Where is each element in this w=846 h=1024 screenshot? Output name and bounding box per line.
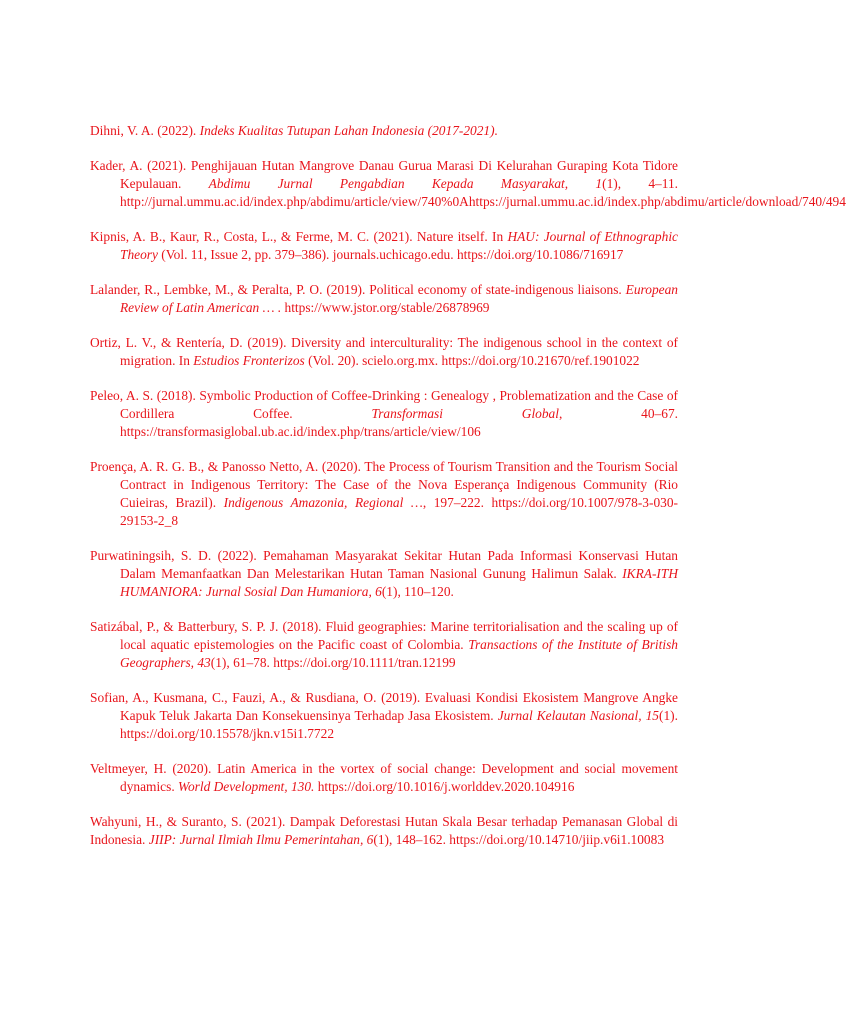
reference-entry bbox=[90, 228, 678, 264]
reference-entry bbox=[90, 334, 678, 370]
reference-details: (1). https://doi.org/10.15578/jkn.v15i1.7722 bbox=[120, 708, 678, 741]
reference-source: IKRA-ITH HUMANIORA: Jurnal Sosial Dan Humaniora, 6 bbox=[120, 566, 678, 599]
reference-entry bbox=[90, 157, 846, 211]
reference-source: Abdimu Jurnal Pengabdian Kepada Masyarakat, 1 bbox=[208, 176, 603, 191]
reference-details: (Vol. 11, Issue 2, pp. 379–386). journals.uchicago.edu. https://doi.org/10.1086/716917 bbox=[157, 247, 624, 262]
reference-entry bbox=[90, 689, 678, 743]
reference-details: https://doi.org/10.1016/j.worlddev.2020.104916 bbox=[314, 779, 575, 794]
reference-details: , 197–222. https://doi.org/10.1007/978-3-030-29153-2_8 bbox=[120, 495, 679, 528]
reference-details: (1), 61–78. https://doi.org/10.1111/tran.12199 bbox=[210, 655, 456, 670]
reference-source: World Development, 130. bbox=[178, 779, 315, 794]
reference-entry bbox=[90, 547, 678, 601]
reference-source: HAU: Journal of Ethnographic Theory bbox=[120, 229, 678, 262]
reference-text: Wahyuni, H., & Suranto, S. (2021). Dampak Deforestasi Hutan Skala Besar terhadap Pemanasan Global di Indonesia. bbox=[90, 814, 678, 847]
reference-source: Transactions of the Institute of British Geographers, 43 bbox=[120, 637, 678, 670]
reference-source: Indigenous Amazonia, Regional … bbox=[223, 495, 423, 510]
reference-text: Kipnis, A. B., Kaur, R., Costa, L., & Ferme, M. C. (2021). Nature itself. In bbox=[90, 229, 508, 244]
reference-text: Purwatiningsih, S. D. (2022). Pemahaman Masyarakat Sekitar Hutan Pada Informasi Konservasi Hutan Dalam Memanfaatkan Dan Melestarikan Hutan Taman Nasional Gunung Halimun Salak. bbox=[90, 548, 678, 581]
reference-text: Ortiz, L. V., & Rentería, D. (2019). Diversity and interculturality: The indigenous school in the context of migration. In bbox=[90, 335, 678, 368]
reference-entry bbox=[90, 122, 678, 140]
reference-source: Jurnal Kelautan Nasional, 15 bbox=[497, 708, 660, 723]
reference-entry bbox=[90, 618, 678, 672]
reference-details: https://www.jstor.org/stable/26878969 bbox=[281, 300, 490, 315]
reference-text: Peleo, A. S. (2018). Symbolic Production of Coffee-Drinking : Genealogy , Problematization and the Case of Cordillera Coffee. bbox=[90, 388, 678, 421]
reference-entry bbox=[90, 281, 678, 317]
reference-source: JIIP: Jurnal Ilmiah Ilmu Pemerintahan, 6 bbox=[148, 832, 374, 847]
reference-details: , 40–67. https://transformasiglobal.ub.ac.id/index.php/trans/article/view/106 bbox=[120, 406, 678, 439]
reference-text: Sofian, A., Kusmana, C., Fauzi, A., & Rusdiana, O. (2019). Evaluasi Kondisi Ekosistem Mangrove Angke Kapuk Teluk Jakarta Dan Konsekuensinya Terhadap Jasa Ekosistem. bbox=[90, 690, 678, 723]
reference-details: (Vol. 20). scielo.org.mx. https://doi.org/10.21670/ref.1901022 bbox=[304, 353, 640, 368]
reference-details: (1), 4–11. http://jurnal.ummu.ac.id/index.php/abdimu/article/view/740%0Ahttps://jurnal.ummu.ac.id/index.php/abdimu/article/download/740/494 bbox=[120, 176, 846, 209]
reference-text: Kader, A. (2021). Penghijauan Hutan Mangrove Danau Gurua Marasi Di Kelurahan Guraping Kota Tidore Kepulauan. bbox=[90, 158, 678, 191]
reference-source: Transformasi Global bbox=[371, 406, 559, 421]
reference-entry bbox=[90, 458, 678, 530]
reference-source: European Review of Latin American … . bbox=[120, 282, 678, 315]
reference-entry bbox=[90, 813, 678, 849]
reference-source: Indeks Kualitas Tutupan Lahan Indonesia (2017-2021). bbox=[199, 123, 498, 138]
reference-details: (1), 110–120. bbox=[381, 584, 454, 599]
reference-text: Satizábal, P., & Batterbury, S. P. J. (2018). Fluid geographies: Marine territorialisation and the scaling up of local aquatic epistemologies on the Pacific coast of Colombia. bbox=[90, 619, 678, 652]
reference-text: Dihni, V. A. (2022). bbox=[90, 123, 200, 138]
reference-entry bbox=[90, 760, 678, 796]
reference-details: (1), 148–162. https://doi.org/10.14710/jiip.v6i1.10083 bbox=[373, 832, 665, 847]
reference-source: Estudios Fronterizos bbox=[193, 353, 305, 368]
reference-entry bbox=[90, 387, 678, 441]
reference-text: Proença, A. R. G. B., & Panosso Netto, A. (2020). The Process of Tourism Transition and the Tourism Social Contract in Indigenous Territory: The Case of the Nova Esperança Indigenous Community (Rio Cuieiras, Brazil). bbox=[90, 459, 678, 510]
reference-text: Lalander, R., Lembke, M., & Peralta, P. O. (2019). Political economy of state-indigenous liaisons. bbox=[90, 282, 626, 297]
reference-text: Veltmeyer, H. (2020). Latin America in the vortex of social change: Development and social movement dynamics. bbox=[90, 761, 678, 794]
